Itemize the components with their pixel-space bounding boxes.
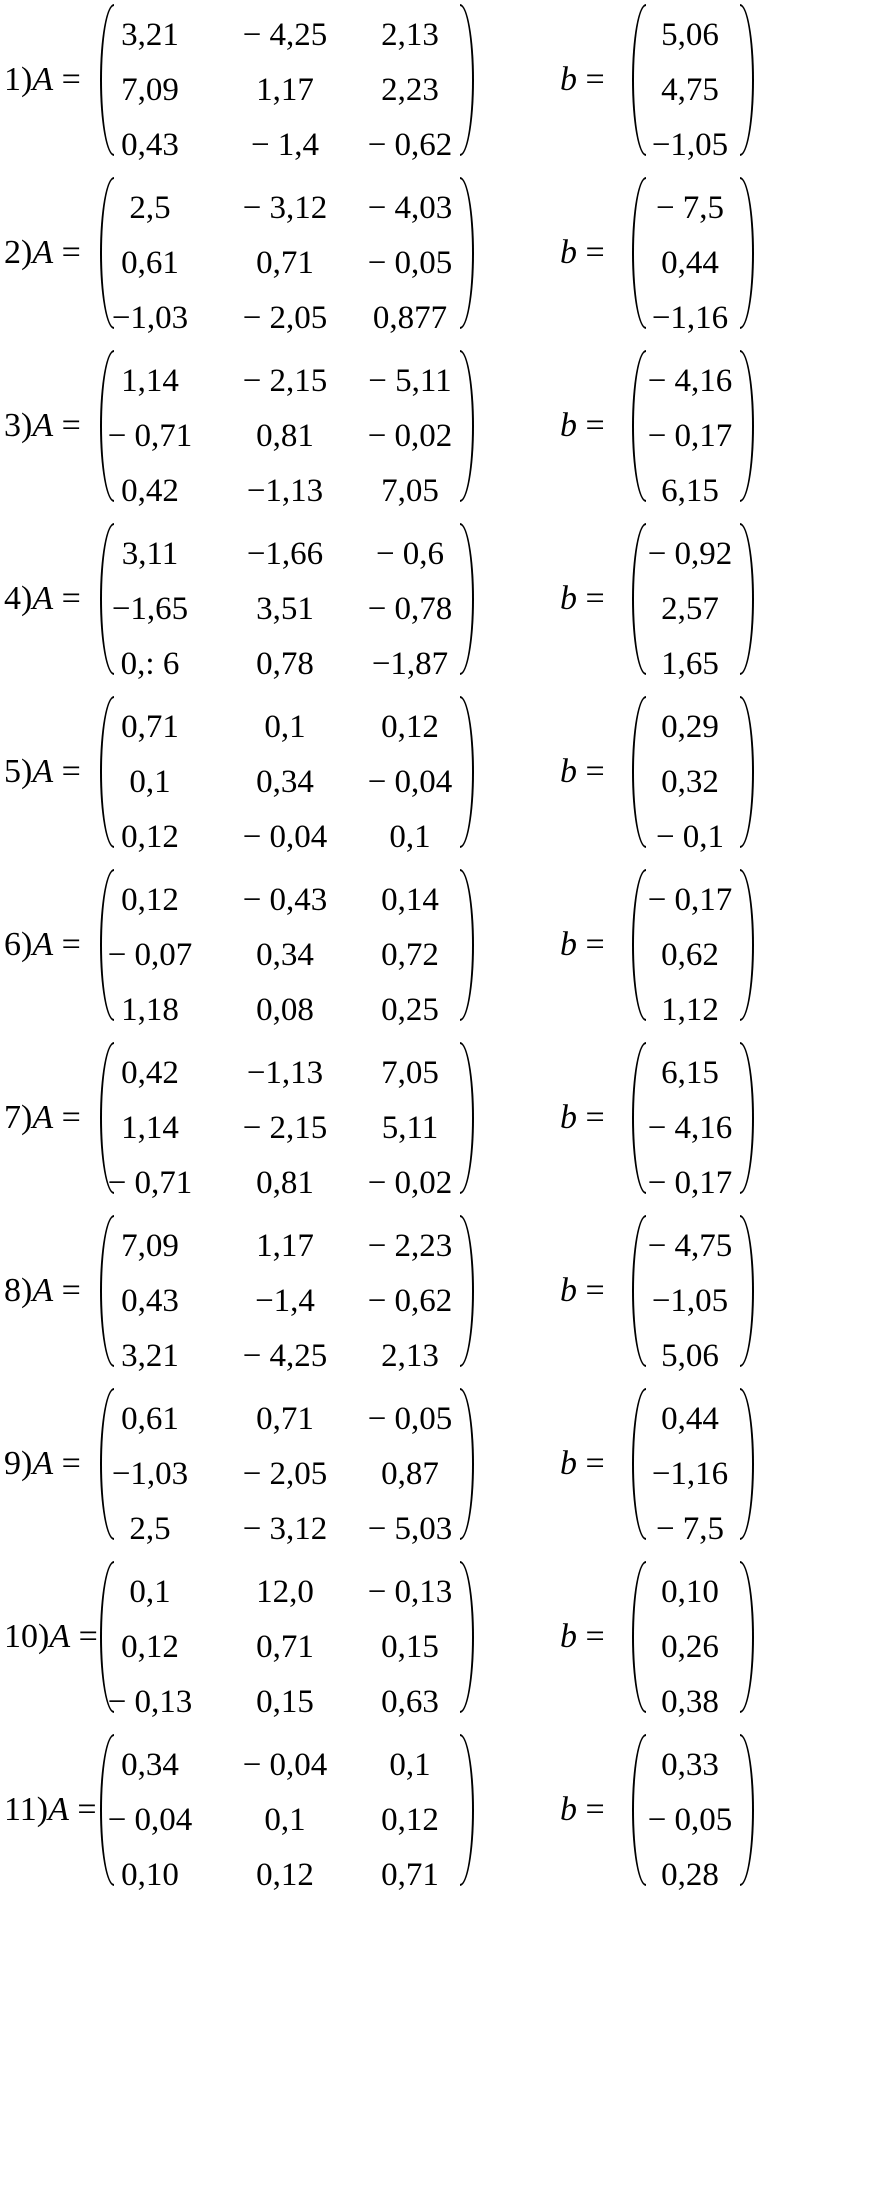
vector-label	[560, 928, 605, 962]
matrix-cell: − 2,15	[242, 1110, 328, 1146]
matrix-cell: 2,23	[381, 72, 439, 108]
matrix-cell: 1,18	[121, 992, 179, 1028]
matrix-cell: 0,42	[121, 1055, 179, 1091]
matrix-cell: − 0,04	[367, 764, 453, 800]
vector-cell: −1,16	[651, 1456, 729, 1492]
vector-cell: 0,38	[661, 1684, 719, 1720]
vector-label	[560, 1101, 605, 1135]
problem-item	[0, 865, 881, 1028]
matrix-symbol-a: A	[32, 407, 54, 444]
matrix-cell: 0,1	[129, 764, 171, 800]
matrix-cell: − 0,04	[242, 1747, 328, 1783]
vector-symbol-b: b	[560, 1445, 577, 1482]
problem-number: 3)	[4, 407, 33, 444]
matrix-cell: − 0,05	[367, 245, 453, 281]
matrix-cell: − 5,11	[368, 363, 452, 399]
vector-cell: − 4,16	[647, 1110, 733, 1146]
vector-cell: 0,62	[661, 937, 719, 973]
equals-sign: =	[53, 407, 81, 444]
matrix-symbol-a: A	[32, 753, 54, 790]
matrix-cell: 3,21	[121, 1338, 179, 1374]
problem-number: 5)	[4, 753, 33, 790]
equals-sign: =	[577, 926, 605, 963]
vector-cell: 6,15	[661, 473, 719, 509]
problem-item	[0, 1557, 881, 1720]
matrix-cell: 0,12	[381, 709, 439, 745]
matrix-cell: 0,61	[121, 245, 179, 281]
matrix-cell: 1,14	[121, 1110, 179, 1146]
matrix-cell: 1,17	[256, 1228, 314, 1264]
matrix-cell: 0,81	[256, 418, 314, 454]
vector-symbol-b: b	[560, 926, 577, 963]
equals-sign: =	[577, 61, 605, 98]
matrix-cell: − 0,07	[107, 937, 193, 973]
matrix-cell: − 0,43	[242, 882, 328, 918]
vector-cell: −1,05	[651, 127, 729, 163]
vector-symbol-b: b	[560, 580, 577, 617]
matrix-cell: − 0,6	[375, 536, 445, 572]
equals-sign: =	[577, 580, 605, 617]
matrix-cell: 0,34	[256, 937, 314, 973]
vector-cell: 5,06	[661, 17, 719, 53]
vector-cell: 0,44	[661, 245, 719, 281]
equals-sign: =	[577, 1791, 605, 1828]
problem-number: 2)	[4, 234, 33, 271]
vector-cell: − 4,75	[647, 1228, 733, 1264]
matrix-cell: − 0,13	[367, 1574, 453, 1610]
matrix-symbol-a: A	[32, 1099, 54, 1136]
matrix-cell: 3,21	[121, 17, 179, 53]
vector-cell: −1,16	[651, 300, 729, 336]
vector-cell: − 0,1	[655, 819, 725, 855]
vector-cell: 1,65	[661, 646, 719, 682]
matrix-cell: − 0,05	[367, 1401, 453, 1437]
vector-symbol-b: b	[560, 1791, 577, 1828]
vector-label	[560, 1620, 605, 1654]
matrix-symbol-a: A	[32, 580, 54, 617]
problem-item	[0, 1730, 881, 1893]
equals-sign: =	[53, 61, 81, 98]
problem-number: 4)	[4, 580, 33, 617]
equals-sign: =	[53, 926, 81, 963]
matrix-cell: − 2,23	[367, 1228, 453, 1264]
problem-item	[0, 0, 881, 163]
vector-label	[560, 755, 605, 789]
problem-label	[4, 582, 81, 616]
equals-sign: =	[577, 407, 605, 444]
matrix-cell: 0,12	[121, 819, 179, 855]
problem-label	[4, 236, 81, 270]
matrix-cell: −1,66	[246, 536, 324, 572]
vector-label	[560, 409, 605, 443]
problem-number: 1)	[4, 61, 33, 98]
matrix-cell: 0,1	[389, 1747, 431, 1783]
equals-sign: =	[577, 1618, 605, 1655]
matrix-cell: 7,05	[381, 1055, 439, 1091]
matrix-cell: − 0,02	[367, 1165, 453, 1201]
matrix-cell: − 0,71	[107, 418, 193, 454]
matrix-symbol-a: A	[48, 1791, 69, 1828]
matrix-cell: 0,61	[121, 1401, 179, 1437]
matrix-cell: 0,34	[256, 764, 314, 800]
matrix-cell: −1,4	[255, 1283, 315, 1319]
problem-label	[4, 928, 81, 962]
vector-label	[560, 63, 605, 97]
matrix-cell: 0,15	[381, 1629, 439, 1665]
vector-label	[560, 1793, 605, 1827]
vector-label	[560, 582, 605, 616]
vector-cell: 2,57	[661, 591, 719, 627]
matrix-cell: 0,12	[381, 1802, 439, 1838]
equals-sign: =	[70, 1618, 98, 1655]
matrix-cell: − 2,15	[242, 363, 328, 399]
matrix-cell: − 5,03	[367, 1511, 453, 1547]
matrix-cell: 0,15	[256, 1684, 314, 1720]
matrix-cell: − 0,78	[367, 591, 453, 627]
matrix-cell: 0,72	[381, 937, 439, 973]
vector-label	[560, 236, 605, 270]
matrix-cell: 2,13	[381, 17, 439, 53]
matrix-cell: − 4,25	[242, 17, 328, 53]
problem-item	[0, 519, 881, 682]
vector-symbol-b: b	[560, 1272, 577, 1309]
matrix-cell: −1,13	[246, 1055, 324, 1091]
matrix-cell: 0,14	[381, 882, 439, 918]
matrix-cell: − 4,25	[242, 1338, 328, 1374]
equals-sign: =	[577, 753, 605, 790]
matrix-cell: 0,1	[129, 1574, 171, 1610]
equals-sign: =	[577, 1272, 605, 1309]
matrix-cell: 3,11	[121, 536, 179, 572]
matrix-cell: 2,5	[129, 1511, 171, 1547]
matrix-cell: −1,13	[246, 473, 324, 509]
equals-sign: =	[53, 1272, 81, 1309]
matrix-cell: 0,78	[256, 646, 314, 682]
matrix-cell: 0,1	[264, 1802, 306, 1838]
matrix-cell: − 1,4	[250, 127, 320, 163]
problem-label	[4, 409, 81, 443]
matrix-cell: − 2,05	[242, 1456, 328, 1492]
matrix-cell: 2,5	[129, 190, 171, 226]
vector-label	[560, 1447, 605, 1481]
problem-item	[0, 1384, 881, 1547]
problem-item	[0, 173, 881, 336]
matrix-cell: 0,43	[121, 1283, 179, 1319]
problem-label	[4, 1101, 81, 1135]
matrix-cell: 3,51	[256, 591, 314, 627]
vector-symbol-b: b	[560, 1618, 577, 1655]
vector-cell: 0,44	[661, 1401, 719, 1437]
matrix-cell: 0,10	[121, 1857, 179, 1893]
matrix-cell: −1,03	[111, 300, 189, 336]
matrix-cell: 0,71	[121, 709, 179, 745]
matrix-symbol-a: A	[32, 234, 54, 271]
problem-item	[0, 346, 881, 509]
problem-number: 10)	[4, 1618, 50, 1655]
matrix-cell: 0,71	[256, 1629, 314, 1665]
matrix-cell: 0,877	[372, 300, 448, 336]
matrix-cell: 0,1	[389, 819, 431, 855]
matrix-cell: 0,71	[256, 1401, 314, 1437]
matrix-cell: − 0,62	[367, 127, 453, 163]
problem-item	[0, 1211, 881, 1374]
matrix-cell: 0,87	[381, 1456, 439, 1492]
matrix-cell: 7,09	[121, 72, 179, 108]
matrix-symbol-a: A	[32, 926, 54, 963]
equals-sign: =	[577, 1099, 605, 1136]
matrix-cell: −1,03	[111, 1456, 189, 1492]
equals-sign: =	[68, 1791, 97, 1828]
matrix-cell: − 0,04	[242, 819, 328, 855]
matrix-cell: 12,0	[256, 1574, 314, 1610]
equals-sign: =	[577, 1445, 605, 1482]
vector-cell: − 0,05	[647, 1802, 733, 1838]
problem-number: 8)	[4, 1272, 33, 1309]
vector-cell: 0,33	[661, 1747, 719, 1783]
matrix-symbol-a: A	[49, 1618, 71, 1655]
problem-number: 6)	[4, 926, 33, 963]
matrix-cell: 2,13	[381, 1338, 439, 1374]
matrix-cell: −1,65	[111, 591, 189, 627]
matrix-cell: − 0,04	[107, 1802, 193, 1838]
matrix-cell: − 3,12	[242, 1511, 328, 1547]
matrix-cell: 0,1	[264, 709, 306, 745]
vector-symbol-b: b	[560, 753, 577, 790]
vector-cell: 6,15	[661, 1055, 719, 1091]
vector-cell: − 7,5	[655, 190, 725, 226]
matrix-symbol-a: A	[32, 1272, 54, 1309]
matrix-cell: 0,08	[256, 992, 314, 1028]
vector-cell: 0,10	[661, 1574, 719, 1610]
matrix-cell: −1,87	[371, 646, 449, 682]
problem-label	[4, 63, 81, 97]
vector-symbol-b: b	[560, 407, 577, 444]
equals-sign: =	[53, 580, 81, 617]
vector-symbol-b: b	[560, 61, 577, 98]
matrix-cell: 0,81	[256, 1165, 314, 1201]
vector-cell: 5,06	[661, 1338, 719, 1374]
vector-cell: 0,26	[661, 1629, 719, 1665]
matrix-cell: 1,17	[256, 72, 314, 108]
matrix-cell: 7,09	[121, 1228, 179, 1264]
matrix-cell: − 2,05	[242, 300, 328, 336]
vector-cell: 0,32	[661, 764, 719, 800]
matrix-cell: 0,34	[121, 1747, 179, 1783]
matrix-cell: 5,11	[381, 1110, 439, 1146]
problem-label	[4, 755, 81, 789]
problem-number: 9)	[4, 1445, 33, 1482]
vector-symbol-b: b	[560, 234, 577, 271]
matrix-cell: 0,63	[381, 1684, 439, 1720]
problem-number: 7)	[4, 1099, 33, 1136]
matrix-cell: − 0,02	[367, 418, 453, 454]
matrix-cell: 0,42	[121, 473, 179, 509]
vector-cell: − 0,17	[647, 1165, 733, 1201]
matrix-cell: 0,12	[256, 1857, 314, 1893]
matrix-cell: 1,14	[121, 363, 179, 399]
vector-cell: 0,28	[661, 1857, 719, 1893]
vector-cell: 0,29	[661, 709, 719, 745]
matrix-cell: 0,25	[381, 992, 439, 1028]
equals-sign: =	[577, 234, 605, 271]
problem-label	[4, 1447, 81, 1481]
problem-label	[4, 1274, 81, 1308]
matrix-cell: − 0,71	[107, 1165, 193, 1201]
matrix-cell: − 0,62	[367, 1283, 453, 1319]
matrix-symbol-a: A	[32, 61, 54, 98]
vector-cell: − 4,16	[647, 363, 733, 399]
matrix-cell: − 4,03	[367, 190, 453, 226]
problem-item	[0, 692, 881, 855]
vector-cell: − 0,17	[647, 882, 733, 918]
matrix-cell: − 0,13	[107, 1684, 193, 1720]
vector-cell: − 7,5	[655, 1511, 725, 1547]
matrix-cell: 0,12	[121, 1629, 179, 1665]
problem-label	[4, 1620, 98, 1654]
matrix-cell: 7,05	[381, 473, 439, 509]
matrix-cell: 0,: 6	[120, 646, 180, 682]
vector-symbol-b: b	[560, 1099, 577, 1136]
matrix-cell: 0,12	[121, 882, 179, 918]
problem-label	[4, 1793, 97, 1827]
vector-cell: 1,12	[661, 992, 719, 1028]
matrix-symbol-a: A	[32, 1445, 54, 1482]
vector-cell: − 0,92	[647, 536, 733, 572]
problem-item	[0, 1038, 881, 1201]
vector-label	[560, 1274, 605, 1308]
vector-cell: 4,75	[661, 72, 719, 108]
matrix-cell: − 3,12	[242, 190, 328, 226]
equals-sign: =	[53, 234, 81, 271]
equals-sign: =	[53, 1099, 81, 1136]
matrix-cell: 0,71	[256, 245, 314, 281]
equals-sign: =	[53, 1445, 81, 1482]
vector-cell: − 0,17	[647, 418, 733, 454]
matrix-cell: 0,43	[121, 127, 179, 163]
problem-number: 11)	[4, 1791, 49, 1828]
equals-sign: =	[53, 753, 81, 790]
vector-cell: −1,05	[651, 1283, 729, 1319]
matrix-cell: 0,71	[381, 1857, 439, 1893]
